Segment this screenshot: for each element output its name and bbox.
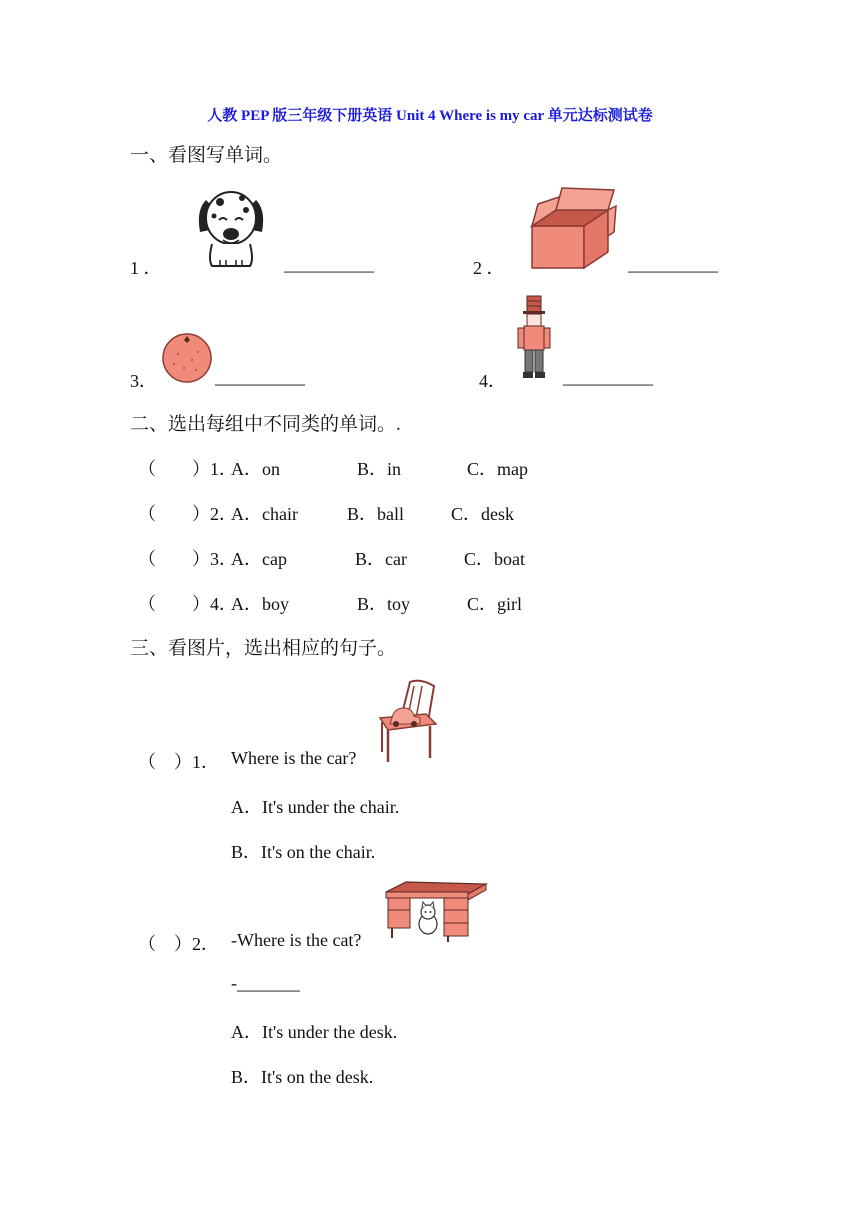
s2-row2-option-c: C．desk [451, 504, 514, 524]
s3-q2-question: -Where is the cat? [231, 930, 362, 950]
item2-answer-blank[interactable]: __________ [628, 254, 718, 274]
s2-row2-paren[interactable]: （ ）2． [138, 504, 237, 524]
s2-row4-option-b: B．toy [357, 594, 411, 614]
item2-number: 2 ． [473, 258, 505, 278]
section2-heading: 二、选出每组中不同类的单词。. [130, 414, 401, 435]
s2-row2-option-a: A．chair [231, 504, 298, 524]
toy-soldier-icon [514, 294, 554, 380]
s2-row3-paren[interactable]: （ ）3． [138, 549, 237, 569]
item4-answer-blank[interactable]: __________ [563, 367, 653, 387]
s2-row4-option-c: C．girl [467, 594, 523, 614]
s2-row3-option-a: A．cap [231, 549, 287, 569]
s2-row3-option-c: C．boat [464, 549, 525, 569]
s2-row1-option-a: A．on [231, 459, 280, 479]
item1-answer-blank[interactable]: __________ [284, 254, 374, 274]
s2-row4-paren[interactable]: （ ）4． [138, 594, 237, 614]
s3-q2-option-a: A．It's under the desk. [231, 1022, 398, 1042]
s2-row2-option-b: B．ball [347, 504, 404, 524]
s2-row4-option-a: A．boy [231, 594, 289, 614]
item3-answer-blank[interactable]: __________ [215, 367, 305, 387]
s2-row1-option-b: B．in [357, 459, 402, 479]
s2-row1-option-c: C．map [467, 459, 528, 479]
desk-with-cat-icon [384, 880, 488, 946]
page-title: 人教 PEP 版三年级下册英语 Unit 4 Where is my car 单元达标测试卷 [207, 108, 653, 124]
s3-q2-option-b: B．It's on the desk. [231, 1067, 374, 1087]
box-icon [528, 186, 618, 270]
item3-number: 3． [130, 371, 157, 391]
s2-row3-option-b: B．car [355, 549, 407, 569]
s3-q1-paren[interactable]: （ ）1． [138, 752, 219, 772]
s3-q1-question: Where is the car? [231, 748, 357, 768]
s3-q1-option-a: A．It's under the chair. [231, 797, 400, 817]
section3-heading: 三、看图片，选出相应的句子。 [130, 638, 397, 659]
orange-icon [160, 330, 214, 384]
s2-row1-paren[interactable]: （ ）1． [138, 459, 237, 479]
s3-q2-paren[interactable]: （ ）2． [138, 934, 219, 954]
item4-number: 4． [479, 371, 506, 391]
dog-icon [186, 180, 276, 270]
s3-q2-answer-blank[interactable]: -_______ [231, 973, 300, 993]
section1-heading: 一、看图写单词。 [130, 145, 283, 166]
s3-q1-option-b: B．It's on the chair. [231, 842, 376, 862]
chair-with-car-icon [374, 678, 440, 764]
item1-number: 1 ． [130, 258, 162, 278]
